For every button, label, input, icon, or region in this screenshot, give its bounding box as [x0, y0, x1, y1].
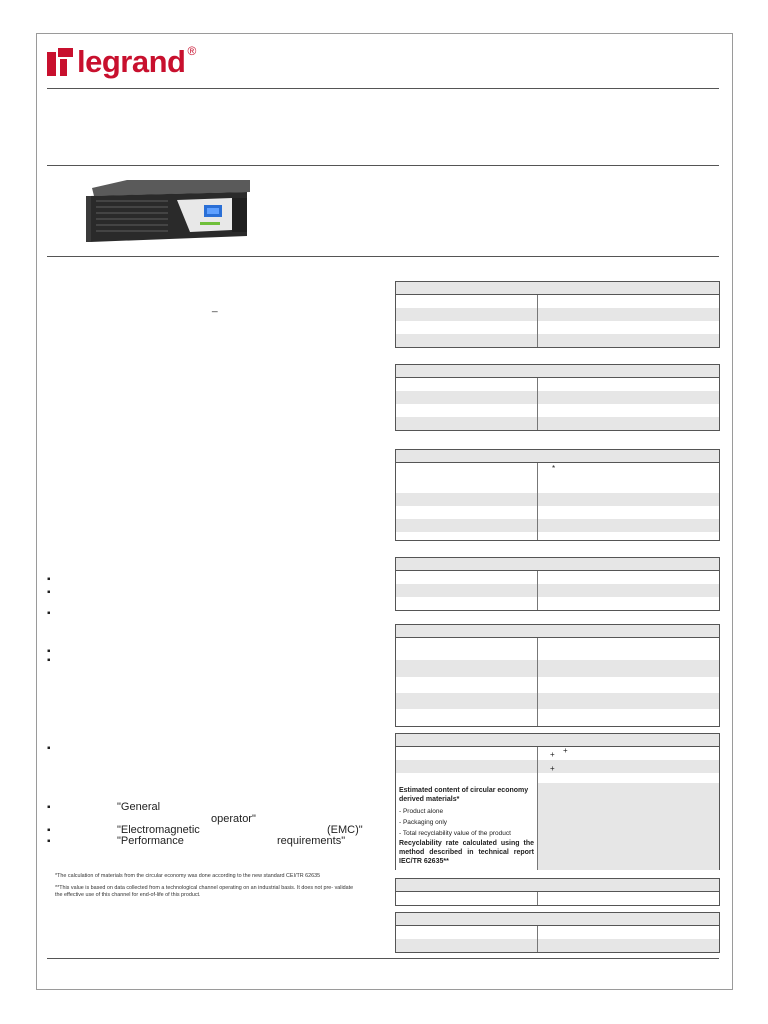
table-row [396, 709, 719, 726]
standard-emc: "Electromagnetic [117, 824, 200, 836]
table-row [396, 334, 719, 347]
table-row [396, 506, 719, 519]
bullet-2: ▪ [47, 587, 51, 598]
table-header [396, 879, 719, 892]
table-header [396, 282, 719, 295]
standard-performance: "Performance [117, 835, 184, 847]
legrand-mark-icon [47, 48, 73, 76]
spec-table-2 [395, 364, 720, 431]
table-header [396, 734, 719, 747]
table-row [396, 677, 719, 693]
bullet-1: ▪ [47, 574, 51, 585]
table-row [396, 660, 719, 677]
divider-bottom [47, 958, 719, 959]
table-row [396, 939, 719, 952]
divider-top [47, 88, 719, 89]
plus-mark-2: + [563, 746, 568, 755]
bullet-3: ▪ [47, 608, 51, 619]
table-row [396, 519, 719, 532]
bullet-8: ▪ [47, 825, 51, 836]
bullet-7: ▪ [47, 802, 51, 813]
table-row [396, 783, 719, 870]
brand-name: legrand [77, 44, 186, 79]
table-row [396, 773, 719, 783]
spec-table-5 [395, 624, 720, 727]
table-row [396, 417, 719, 430]
standard-general-cont: operator" [211, 813, 256, 825]
table-row [396, 532, 719, 540]
table-header [396, 625, 719, 638]
table-header [396, 913, 719, 926]
table-row [396, 693, 719, 709]
table-row [396, 493, 719, 506]
table-row [396, 760, 719, 773]
table-header [396, 558, 719, 571]
plus-mark-1: + [550, 750, 555, 759]
divider-header [47, 165, 719, 166]
plus-mark-3: + [550, 764, 555, 773]
table-header [396, 450, 719, 463]
table-row [396, 378, 719, 391]
estimated-content-heading: Estimated content of circular economy derived materials* [399, 787, 529, 803]
table-row [396, 571, 719, 584]
table-row [396, 308, 719, 321]
recyclability-rate-text: Recyclability rate calculated using the method described in technical report IEC/TR 62635** [399, 840, 534, 865]
standard-performance-cont: requirements" [277, 835, 346, 847]
divider-product [47, 256, 719, 257]
dash-mark: _ [212, 302, 218, 313]
table-row [396, 892, 719, 905]
circular-economy-table [395, 733, 720, 870]
bullet-5: ▪ [47, 655, 51, 666]
registered-mark: ® [187, 44, 197, 58]
table-row [396, 321, 719, 334]
spec-table-3 [395, 449, 720, 541]
item-packaging-only: - Packaging only [399, 819, 448, 826]
legrand-logo [47, 44, 197, 79]
item-product-alone: - Product alone [399, 808, 444, 815]
spec-table-8 [395, 912, 720, 953]
bullet-4: ▪ [47, 646, 51, 657]
footnote-2: **This value is based on data collected from a technological channel operating on an industrial basis. It does not pre- validate the effective use of this channel for end-of-life of this product. [55, 885, 354, 898]
standard-general: "General [117, 801, 161, 813]
table-row [396, 926, 719, 939]
bullet-9: ▪ [47, 836, 51, 847]
table-row [396, 391, 719, 404]
footnote-1: *The calculation of materials from the circular economy was done according to the new standard CEI/TR 62635 [55, 873, 321, 879]
table-row [396, 295, 719, 308]
table-row [396, 638, 719, 660]
table-row [396, 404, 719, 417]
asterisk-mark: * [552, 464, 556, 473]
spec-table-1 [395, 281, 720, 348]
bullet-6: ▪ [47, 743, 51, 754]
table-row [396, 584, 719, 597]
table-row [396, 747, 719, 760]
table-row [396, 463, 719, 493]
standard-emc-cont: (EMC)" [327, 824, 363, 836]
table-row [396, 597, 719, 610]
item-total-recyclability: - Total recyclability value of the product [399, 830, 511, 837]
ups-product-image [82, 178, 252, 246]
spec-table-4 [395, 557, 720, 611]
table-header [396, 365, 719, 378]
spec-table-7 [395, 878, 720, 906]
